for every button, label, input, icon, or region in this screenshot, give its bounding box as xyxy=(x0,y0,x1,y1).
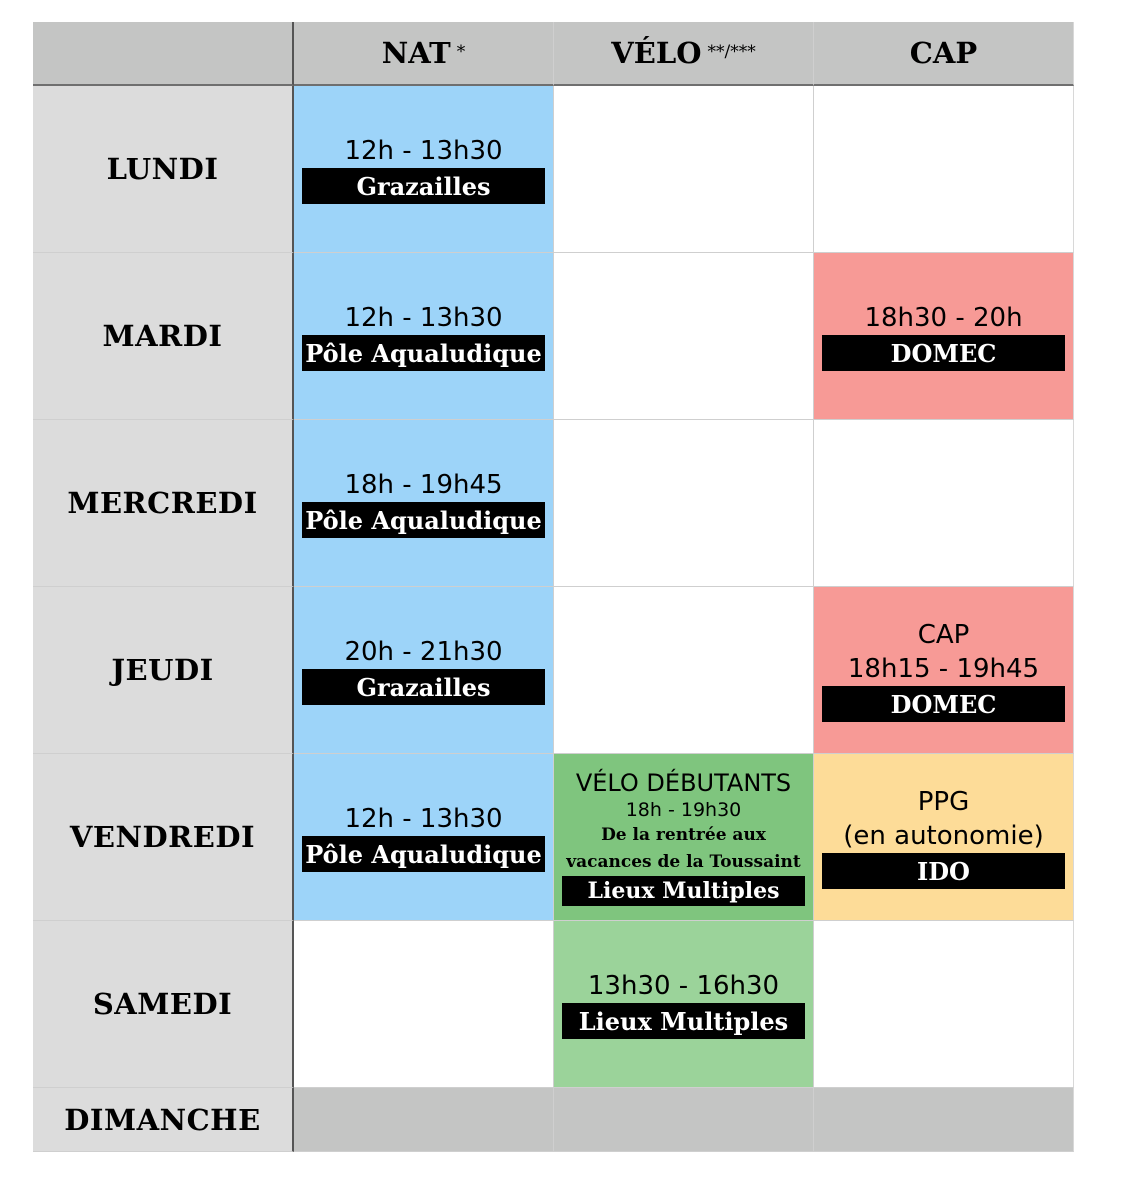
day-lundi xyxy=(33,86,294,253)
cap-samedi xyxy=(814,921,1074,1088)
day-vendredi xyxy=(33,754,294,921)
day-label: JEUDI xyxy=(111,653,214,687)
session-subtitle: (en autonomie) xyxy=(843,821,1044,851)
day-jeudi xyxy=(33,587,294,754)
velo-vendredi xyxy=(554,754,814,921)
day-label: MARDI xyxy=(102,319,223,353)
velo-jeudi xyxy=(554,587,814,754)
session-title: VÉLO DÉBUTANTS xyxy=(575,769,792,797)
cap-jeudi xyxy=(814,587,1074,754)
velo-dimanche xyxy=(554,1088,814,1152)
day-label: VENDREDI xyxy=(69,820,256,854)
header-cap xyxy=(814,22,1074,86)
header-nat-note: * xyxy=(456,41,466,62)
session-place: IDO xyxy=(822,853,1065,889)
day-label: LUNDI xyxy=(106,152,219,186)
session-place: Pôle Aqualudique xyxy=(302,502,545,538)
session-time: 18h - 19h45 xyxy=(344,470,503,500)
day-mercredi xyxy=(33,420,294,587)
training-schedule-table xyxy=(33,22,1075,1152)
day-label: SAMEDI xyxy=(92,987,233,1021)
session-place: DOMEC xyxy=(822,335,1065,371)
velo-mercredi xyxy=(554,420,814,587)
cap-mardi xyxy=(814,253,1074,420)
header-row xyxy=(33,22,1075,86)
row-samedi xyxy=(33,921,1075,1088)
nat-mardi xyxy=(294,253,554,420)
nat-samedi xyxy=(294,921,554,1088)
session-note-line1: De la rentrée aux xyxy=(601,825,766,845)
row-jeudi xyxy=(33,587,1075,754)
cap-lundi xyxy=(814,86,1074,253)
row-mercredi xyxy=(33,420,1075,587)
velo-mardi xyxy=(554,253,814,420)
nat-dimanche xyxy=(294,1088,554,1152)
session-place: Grazailles xyxy=(302,669,545,705)
cap-mercredi xyxy=(814,420,1074,587)
header-cap-label: CAP xyxy=(909,36,978,70)
header-velo-label: VÉLO xyxy=(611,36,702,70)
session-time: 18h - 19h30 xyxy=(625,799,742,821)
cap-vendredi xyxy=(814,754,1074,921)
day-dimanche xyxy=(33,1088,294,1152)
header-velo xyxy=(554,22,814,86)
row-dimanche xyxy=(33,1088,1075,1152)
day-label: DIMANCHE xyxy=(64,1102,261,1137)
session-time: 18h15 - 19h45 xyxy=(847,654,1040,684)
session-time: 20h - 21h30 xyxy=(344,637,503,667)
day-mardi xyxy=(33,253,294,420)
nat-lundi xyxy=(294,86,554,253)
day-label: MERCREDI xyxy=(67,486,258,520)
session-time: 13h30 - 16h30 xyxy=(587,971,780,1001)
nat-jeudi xyxy=(294,587,554,754)
session-place: Lieux Multiples xyxy=(562,876,805,906)
session-title: CAP xyxy=(917,620,970,650)
session-time: 12h - 13h30 xyxy=(344,804,503,834)
session-title: PPG xyxy=(917,787,970,817)
session-note-line2: vacances de la Toussaint xyxy=(566,852,801,872)
session-place: Grazailles xyxy=(302,168,545,204)
session-time: 12h - 13h30 xyxy=(344,136,503,166)
row-vendredi xyxy=(33,754,1075,921)
day-samedi xyxy=(33,921,294,1088)
nat-mercredi xyxy=(294,420,554,587)
session-place: DOMEC xyxy=(822,686,1065,722)
nat-vendredi xyxy=(294,754,554,921)
session-place: Pôle Aqualudique xyxy=(302,335,545,371)
velo-lundi xyxy=(554,86,814,253)
session-time: 18h30 - 20h xyxy=(864,303,1023,333)
header-corner xyxy=(33,22,294,86)
session-place: Pôle Aqualudique xyxy=(302,836,545,872)
velo-samedi xyxy=(554,921,814,1088)
cap-dimanche xyxy=(814,1088,1074,1152)
header-nat-label: NAT xyxy=(381,36,451,70)
header-velo-note: **/*** xyxy=(707,41,756,62)
row-mardi xyxy=(33,253,1075,420)
row-lundi xyxy=(33,86,1075,253)
session-place: Lieux Multiples xyxy=(562,1003,805,1039)
header-nat xyxy=(294,22,554,86)
session-time: 12h - 13h30 xyxy=(344,303,503,333)
